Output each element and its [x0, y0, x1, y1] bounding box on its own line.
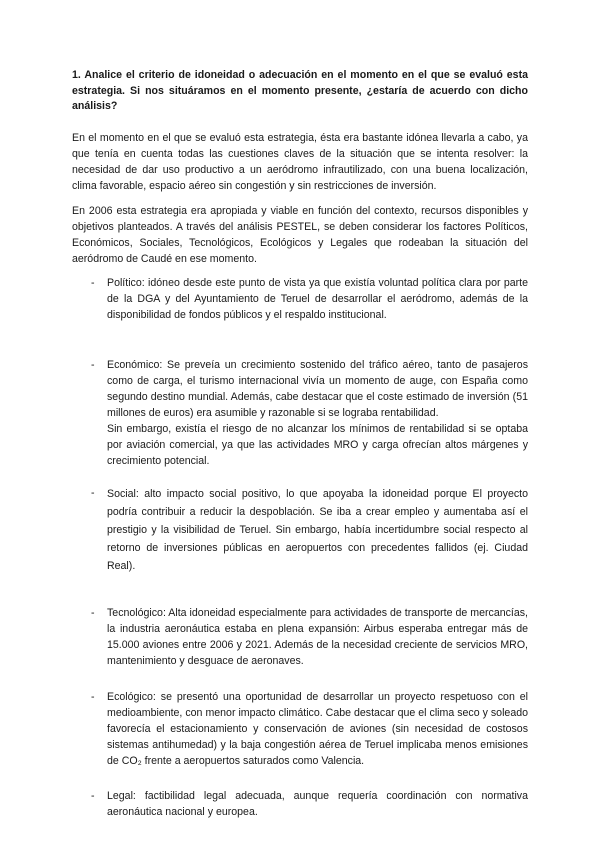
- legal-text: Legal: factibilidad legal adecuada, aunque requería coordinación con normativa aeronáutica nacional y europea.: [107, 790, 528, 818]
- bullet-dash: -: [91, 487, 95, 499]
- list-item-tecnologico: [91, 605, 528, 669]
- question-heading: 1. Analice el criterio de idoneidad o adecuación en el momento en el que se evaluó esta estrategia. Si nos situáramos en el momento presente, ¿estaría de acuerdo con dicho análisis?: [72, 69, 528, 113]
- pestel-list: [91, 275, 528, 820]
- economico-extra-text: Sin embargo, existía el riesgo de no alcanzar los mínimos de rentabilidad si se optaba por aviación comercial, ya que las actividades MRO y carga ofrecían altos márgenes y crecimiento potencial.: [107, 423, 528, 467]
- social-text: Social: alto impacto social positivo, lo que apoyaba la idoneidad porque El proyecto podría contribuir a reducir la despoblación. Se iba a crear empleo y aumentaba así el prestigio y la visibilidad de Teruel. Sin embargo, había incertidumbre social respecto al retorno de inversiones públicas en aeropuertos con precedentes fallidos (ej. Ciudad Real).: [107, 488, 528, 572]
- bullet-dash: -: [91, 607, 95, 619]
- paragraph-intro: En el momento en el que se evaluó esta estrategia, ésta era bastante idónea llevarla a cabo, ya que tenía en cuenta todas las cuestiones claves de la situación que se intenta resolver: la necesidad de dar uso productivo a un aeródromo infrautilizado, con una buena localización, clima favorable, espacio aéreo sin congestión y sin restricciones de inversión.: [72, 132, 528, 192]
- list-item-legal: [91, 788, 528, 820]
- economico-text: Económico: Se preveía un crecimiento sostenido del tráfico aéreo, tanto de pasajeros como de carga, el turismo internacional vivía un momento de auge, con España como segundo destino mundial. Además, cabe destacar que el coste estimado de inversión (51 millones de euros) era asumible y razonable si se lograba rentabilidad.: [107, 359, 528, 419]
- bullet-dash: -: [91, 359, 95, 371]
- bullet-dash: -: [91, 790, 95, 802]
- paragraph-pestel: En 2006 esta estrategia era apropiada y viable en función del contexto, recursos disponibles y objetivos planteados. A través del análisis PESTEL, se deben considerar los factores Políticos, Económicos, Sociales, Tecnológicos, Ecológicos y Legales que rodeaban la situación del aeródromo de Caudé en ese momento.: [72, 205, 528, 265]
- tecnologico-text: Tecnológico: Alta idoneidad especialmente para actividades de transporte de mercancías, la industria aeronáutica estaba en plena expansión: Airbus esperaba entregar más de 15.000 aviones entre 2006 y 2021. Además de la necesidad creciente de servicios MRO, mantenimiento y desguace de aeronaves.: [107, 607, 528, 667]
- list-item-economico: [91, 357, 528, 469]
- bullet-dash: -: [91, 277, 95, 289]
- bullet-dash: -: [91, 691, 95, 703]
- politico-text: Político: idóneo desde este punto de vista ya que existía voluntad política clara por parte de la DGA y del Ayuntamiento de Teruel de desarrollar el aeródromo, además de la disponibilidad de fondos públicos y el respaldo institucional.: [107, 277, 528, 321]
- ecologico-text: Ecológico: se presentó una oportunidad de desarrollar un proyecto respetuoso con el medioambiente, con menor impacto climático. Cabe destacar que el clima seco y soleado favorecía el estacionamiento y conservación de aviones (sin necesidad de costosos sistemas antihumedad) y la baja congestión aérea de Teruel implicaba menos emisiones de CO₂ frente a aeropuertos saturados como Valencia.: [107, 691, 528, 767]
- list-item-social: [91, 485, 528, 575]
- list-item-politico: [91, 275, 528, 323]
- list-item-ecologico: [91, 689, 528, 769]
